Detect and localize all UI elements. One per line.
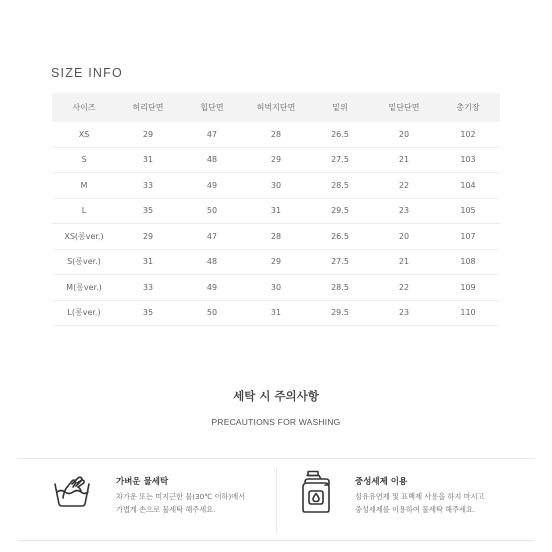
table-row — [52, 198, 500, 224]
washing-item-title: 중성세제 이용 — [355, 477, 408, 487]
table-cell: 48 — [180, 249, 244, 275]
table-row — [52, 122, 500, 147]
table-cell: S(롱ver.) — [52, 249, 116, 275]
table-cell: 108 — [436, 249, 500, 275]
table-cell: 20 — [372, 224, 436, 250]
header-size: 사이즈 — [52, 93, 116, 122]
washing-item-text: 중성세제를 이용하여 물세탁 해주세요. — [355, 505, 476, 514]
table-cell: 31 — [244, 300, 308, 326]
washing-subtitle: PRECAUTIONS FOR WASHING — [211, 417, 341, 427]
table-cell: 21 — [372, 249, 436, 275]
table-cell: 107 — [436, 224, 500, 250]
table-cell: XS — [52, 122, 116, 147]
table-cell: 28 — [244, 122, 308, 147]
table-cell: 35 — [116, 300, 180, 326]
table-cell: 29.5 — [308, 198, 372, 224]
header-length: 총기장 — [436, 93, 500, 122]
table-cell: 28 — [244, 224, 308, 250]
header-thigh: 허벅지단면 — [244, 93, 308, 122]
table-cell: 28.5 — [308, 275, 372, 301]
table-cell: 103 — [436, 147, 500, 173]
table-row — [52, 275, 500, 301]
table-cell: 29 — [244, 249, 308, 275]
table-cell: 29 — [116, 122, 180, 147]
divider — [276, 468, 277, 534]
table-cell: 29.5 — [308, 300, 372, 326]
table-cell: 31 — [244, 198, 308, 224]
table-row — [52, 249, 500, 275]
size-table-header-row — [52, 93, 500, 122]
table-cell: 29 — [244, 147, 308, 173]
size-table — [52, 93, 500, 326]
table-cell: M(롱ver.) — [52, 275, 116, 301]
table-cell: S — [52, 147, 116, 173]
table-cell: 22 — [372, 275, 436, 301]
table-cell: 49 — [180, 173, 244, 199]
table-cell: 23 — [372, 300, 436, 326]
table-cell: M — [52, 173, 116, 199]
table-cell: 33 — [116, 173, 180, 199]
table-cell: 27.5 — [308, 147, 372, 173]
header-hem: 밑단단면 — [372, 93, 436, 122]
table-cell: 50 — [180, 198, 244, 224]
table-cell: 48 — [180, 147, 244, 173]
detergent-bottle-icon — [300, 470, 332, 518]
table-cell: L — [52, 198, 116, 224]
table-cell: 22 — [372, 173, 436, 199]
washing-title: 세탁 시 주의사항 — [233, 389, 319, 403]
divider — [18, 458, 534, 459]
table-cell: 105 — [436, 198, 500, 224]
table-cell: 30 — [244, 173, 308, 199]
table-cell: 21 — [372, 147, 436, 173]
washing-item-title: 가벼운 물세탁 — [116, 477, 169, 487]
table-cell: 102 — [436, 122, 500, 147]
table-row — [52, 147, 500, 173]
table-cell: 35 — [116, 198, 180, 224]
table-cell: 50 — [180, 300, 244, 326]
table-cell: 29 — [116, 224, 180, 250]
table-cell: 104 — [436, 173, 500, 199]
washing-item-text: 차가운 또는 미지근한 물(30℃ 이하)에서 — [116, 492, 246, 501]
table-cell: XS(롱ver.) — [52, 224, 116, 250]
table-cell: 31 — [116, 249, 180, 275]
table-row — [52, 173, 500, 199]
table-cell: 28.5 — [308, 173, 372, 199]
washing-item-hand-wash — [52, 470, 262, 530]
table-cell: 33 — [116, 275, 180, 301]
washing-item-text: 가볍게 손으로 물세탁 해주세요. — [116, 505, 216, 514]
table-cell: 47 — [180, 224, 244, 250]
table-row — [52, 224, 500, 250]
table-cell: 27.5 — [308, 249, 372, 275]
table-cell: 47 — [180, 122, 244, 147]
size-info-title: SIZE INFO — [51, 66, 123, 80]
table-cell: L(롱ver.) — [52, 300, 116, 326]
table-row — [52, 300, 500, 326]
hand-wash-icon — [52, 470, 92, 514]
washing-item-text: 섬유유연제 및 표백제 사용을 하지 마시고 — [355, 492, 485, 501]
table-cell: 109 — [436, 275, 500, 301]
table-cell: 30 — [244, 275, 308, 301]
table-cell: 20 — [372, 122, 436, 147]
divider — [18, 540, 534, 541]
washing-item-neutral-detergent — [300, 470, 540, 530]
table-cell: 26.5 — [308, 224, 372, 250]
table-cell: 31 — [116, 147, 180, 173]
table-cell: 110 — [436, 300, 500, 326]
table-cell: 23 — [372, 198, 436, 224]
header-hip: 힙단면 — [180, 93, 244, 122]
table-cell: 26.5 — [308, 122, 372, 147]
header-rise: 밑위 — [308, 93, 372, 122]
header-waist: 허리단면 — [116, 93, 180, 122]
table-cell: 49 — [180, 275, 244, 301]
